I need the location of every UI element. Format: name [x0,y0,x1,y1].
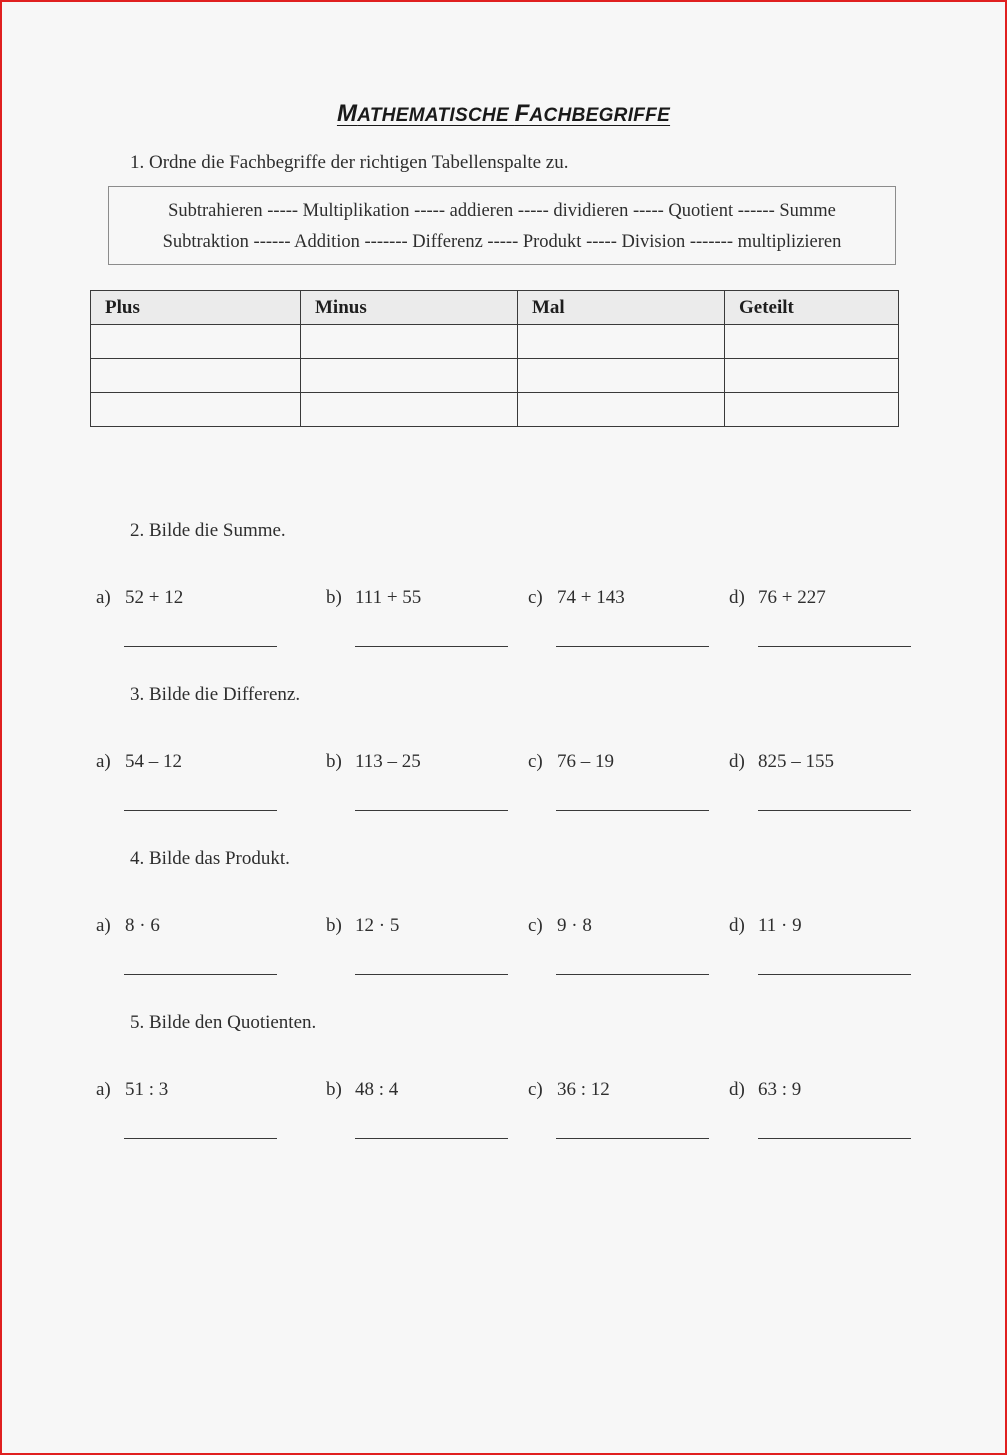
exercise-expression: 48 : 4 [355,1079,399,1100]
exercise-expression: 8 · 6 [125,915,160,936]
exercise-label: a) [96,587,111,608]
exercise-expression: 11 · 9 [758,915,802,936]
exercise-label: b) [326,1079,342,1100]
word-bank-line-1: Subtrahieren ----- Multiplikation ----- addieren ----- dividieren ----- Quotient ------ Summe [168,201,836,221]
answer-cell[interactable] [91,359,301,393]
answer-cell[interactable] [725,359,899,393]
exercise-expression: 12 · 5 [355,915,400,936]
answer-line[interactable] [124,974,277,975]
answer-line[interactable] [355,646,508,647]
answer-line[interactable] [758,1138,911,1139]
exercise-expression: 54 – 12 [125,751,182,772]
exercise-label: c) [528,1079,543,1100]
answer-line[interactable] [124,646,277,647]
answer-cell[interactable] [518,393,725,427]
exercise-label: a) [96,1079,111,1100]
answer-cell[interactable] [518,359,725,393]
answer-cell[interactable] [301,393,518,427]
exercise-expression: 76 + 227 [758,587,826,608]
exercise-label: d) [729,1079,745,1100]
answer-line[interactable] [556,1138,709,1139]
title-initial-2: F [514,100,530,127]
worksheet-title [0,100,1007,128]
exercise-expression: 63 : 9 [758,1079,802,1100]
exercise-label: b) [326,587,342,608]
exercise-label: c) [528,587,543,608]
exercise-expression: 825 – 155 [758,751,834,772]
exercise-label: b) [326,915,342,936]
exercise-expression: 74 + 143 [557,587,625,608]
exercise-expression: 113 – 25 [355,751,421,772]
answer-line[interactable] [124,810,277,811]
exercise-label: d) [729,915,745,936]
answer-cell[interactable] [91,393,301,427]
task3-instruction: 3. Bilde die Differenz. [130,684,301,705]
exercise-label: b) [326,751,342,772]
exercise-label: c) [528,751,543,772]
column-header-geteilt: Geteilt [725,291,899,325]
exercise-expression: 111 + 55 [355,587,422,608]
exercise-label: d) [729,751,745,772]
word-bank-box [108,186,896,265]
task5-instruction: 5. Bilde den Quotienten. [130,1012,317,1033]
exercise-expression: 36 : 12 [557,1079,610,1100]
answer-cell[interactable] [301,325,518,359]
sorting-table [90,290,899,427]
answer-line[interactable] [758,974,911,975]
exercise-label: a) [96,915,111,936]
table-row [91,359,899,393]
answer-line[interactable] [556,646,709,647]
task2-instruction: 2. Bilde die Summe. [130,520,286,541]
exercise-expression: 9 · 8 [557,915,592,936]
answer-line[interactable] [355,1138,508,1139]
task1-instruction: 1. Ordne die Fachbegriffe der richtigen Tabellenspalte zu. [130,152,569,173]
table-header-row [91,291,899,325]
answer-cell[interactable] [725,325,899,359]
word-bank-line-2: Subtraktion ------ Addition ------- Differenz ----- Produkt ----- Division ------- multiplizieren [162,232,842,252]
title-word-2: ACHBEGRIFFE [529,105,671,126]
title-word-1: ATHEMATISCHE [357,105,509,126]
exercise-label: d) [729,587,745,608]
table-row [91,325,899,359]
answer-cell[interactable] [518,325,725,359]
column-header-minus: Minus [301,291,518,325]
title-initial-1: M [336,100,358,127]
answer-line[interactable] [758,646,911,647]
answer-line[interactable] [355,810,508,811]
answer-line[interactable] [758,810,911,811]
exercise-expression: 52 + 12 [125,587,184,608]
exercise-label: c) [528,915,543,936]
answer-cell[interactable] [91,325,301,359]
table-row [91,393,899,427]
answer-line[interactable] [355,974,508,975]
exercise-expression: 51 : 3 [125,1079,169,1100]
column-header-mal: Mal [518,291,725,325]
answer-cell[interactable] [725,393,899,427]
answer-line[interactable] [556,974,709,975]
column-header-plus: Plus [91,291,301,325]
exercise-label: a) [96,751,111,772]
answer-cell[interactable] [301,359,518,393]
exercise-expression: 76 – 19 [557,751,614,772]
task4-instruction: 4. Bilde das Produkt. [130,848,290,869]
answer-line[interactable] [556,810,709,811]
answer-line[interactable] [124,1138,277,1139]
